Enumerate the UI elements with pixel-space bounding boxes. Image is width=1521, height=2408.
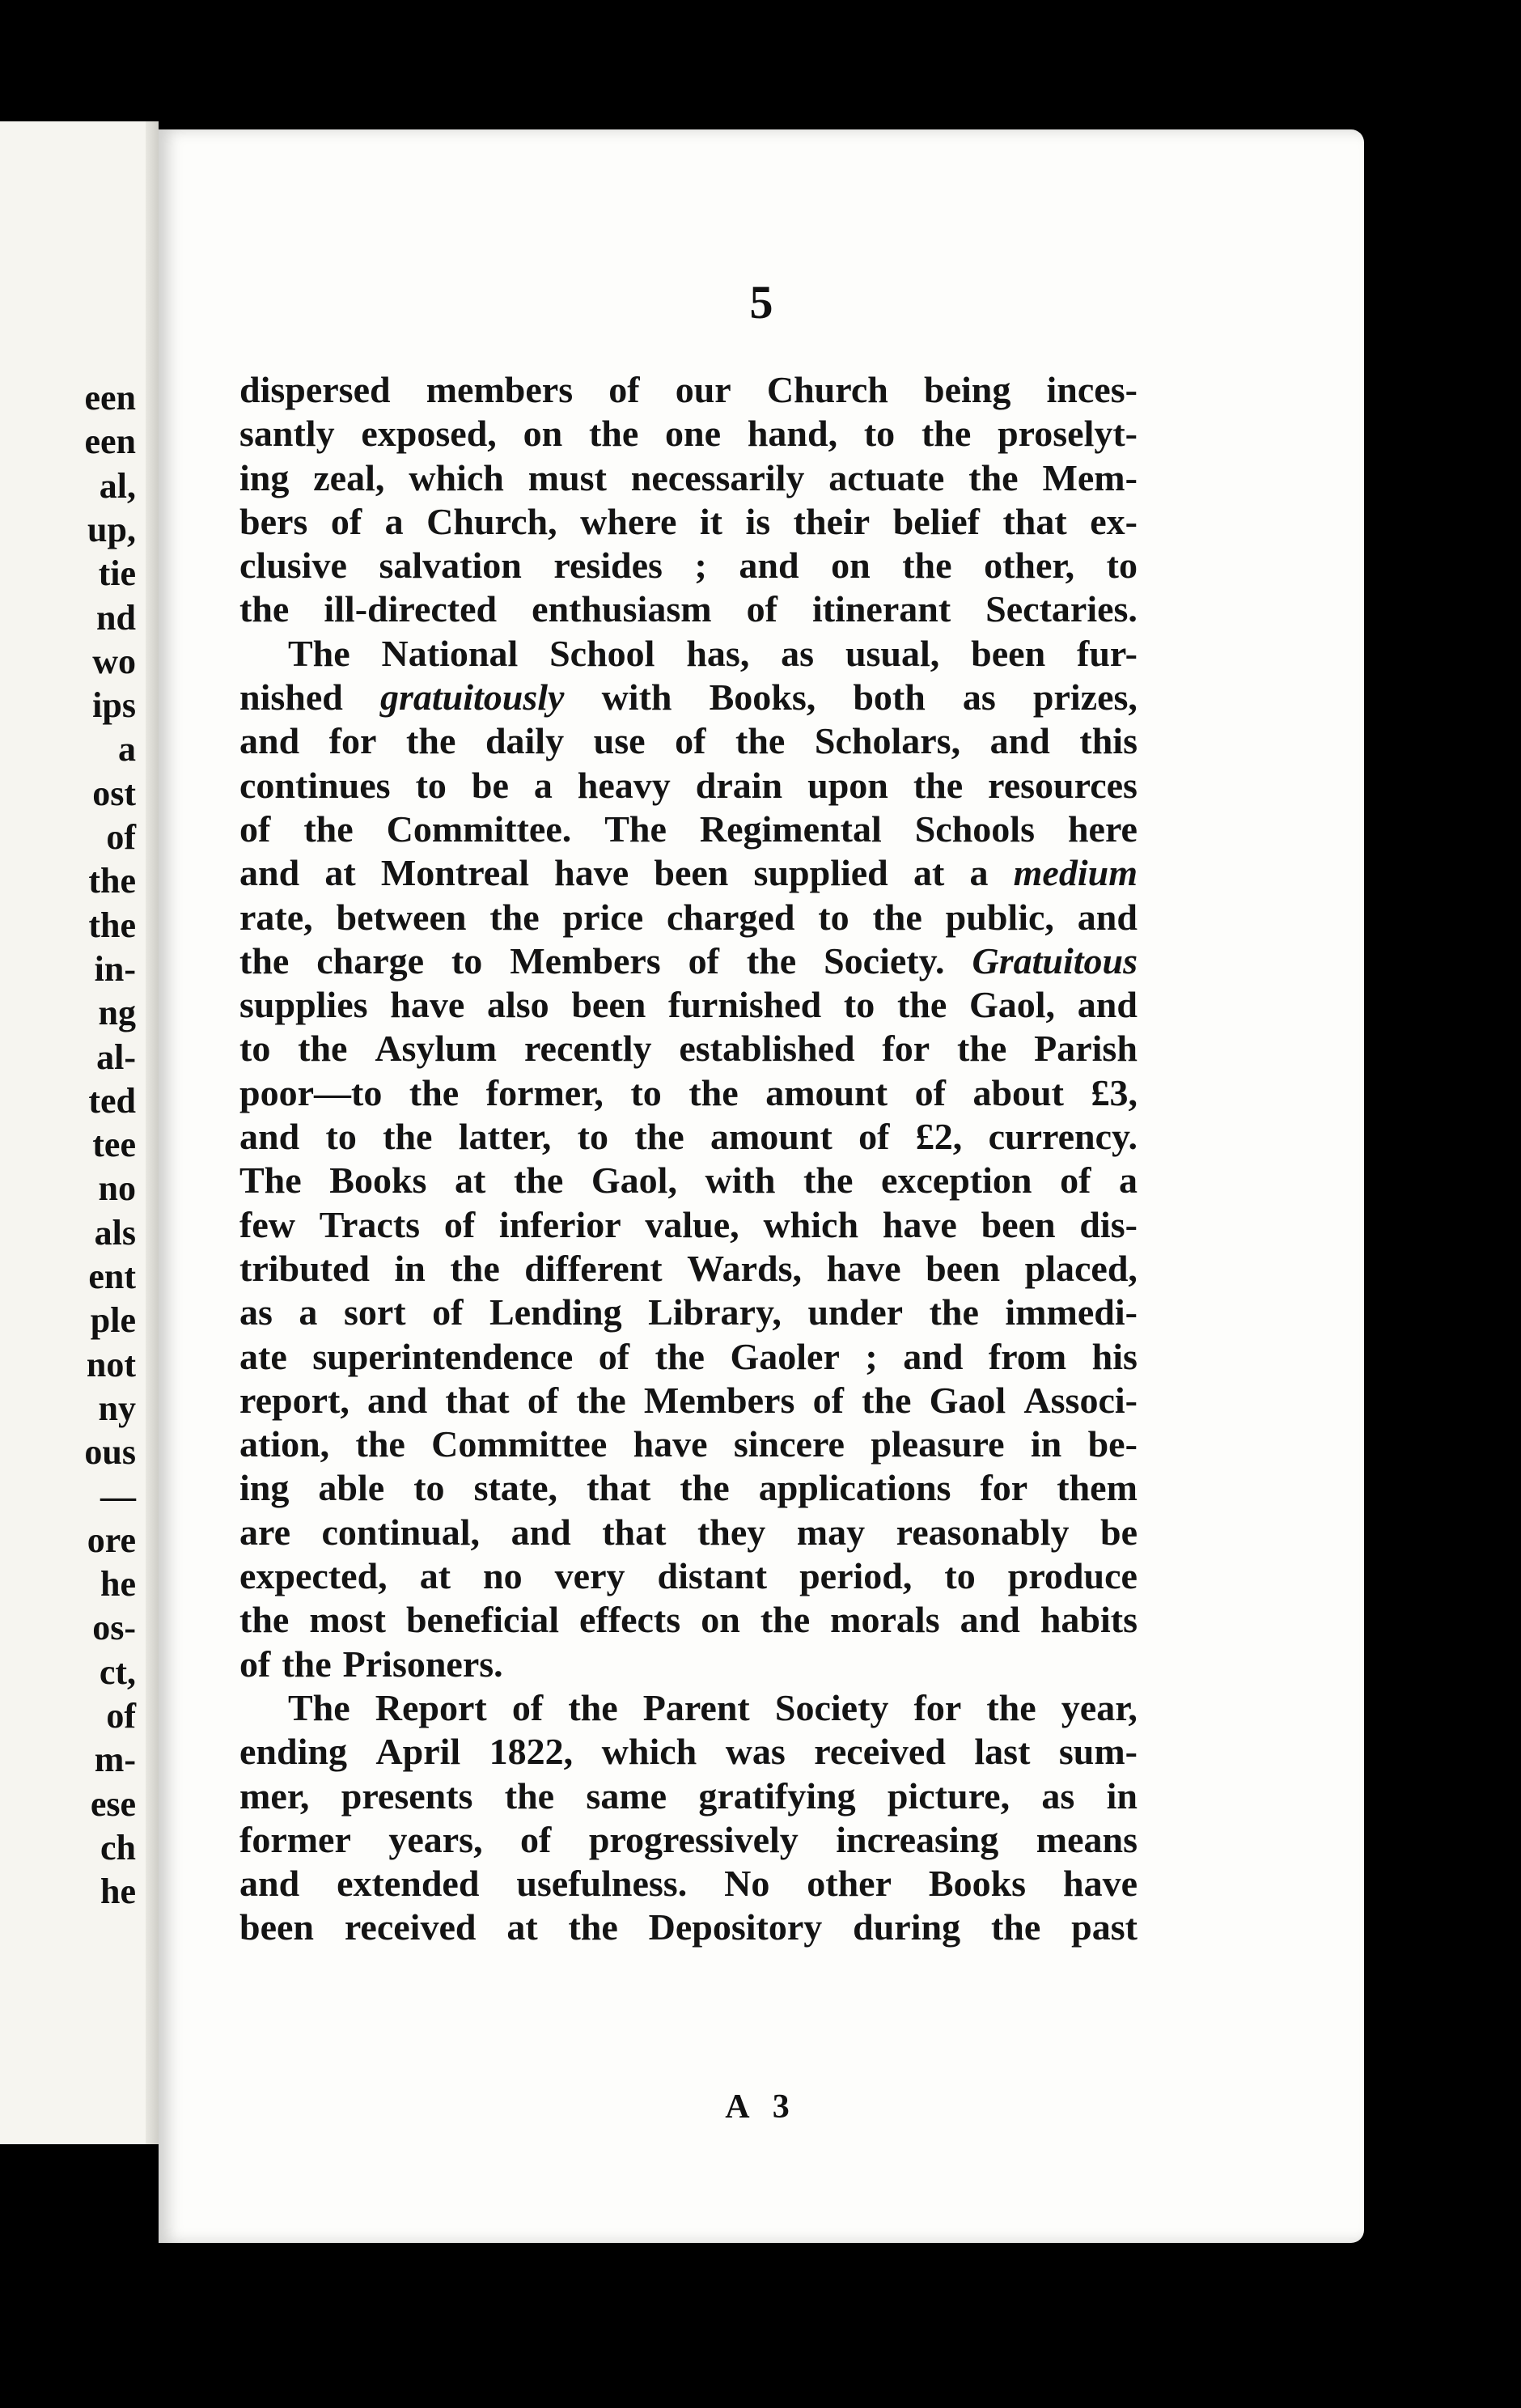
facing-page-line: m-	[94, 1740, 136, 1780]
facing-page-line: een	[84, 422, 136, 462]
facing-page-line: nd	[96, 597, 136, 638]
facing-page-line: in-	[94, 948, 136, 989]
facing-page-line: of	[106, 1696, 136, 1736]
page-gutter	[146, 121, 159, 2144]
facing-page-line: tie	[98, 553, 136, 594]
text-line: clusive salvation resides ; and on the other, to	[239, 545, 1138, 587]
facing-page-line: ips	[92, 685, 136, 726]
text-line: and extended usefulness. No other Books have	[239, 1863, 1138, 1905]
facing-page-line: ple	[90, 1300, 136, 1341]
text-line: been received at the Depository during the past	[239, 1906, 1138, 1948]
facing-page-line: a	[118, 729, 136, 769]
text-line: rate, between the price charged to the public, and	[239, 896, 1138, 938]
text-line: few Tracts of inferior value, which have been dis-	[239, 1203, 1138, 1245]
text-line: to the Asylum recently established for the Parish	[239, 1028, 1138, 1070]
text-line: the most beneficial effects on the morals and habits	[239, 1599, 1138, 1641]
facing-page-line: the	[88, 861, 136, 901]
facing-page-line: ese	[90, 1783, 136, 1824]
facing-page-line: up,	[87, 509, 136, 549]
facing-page-line: of	[106, 817, 136, 857]
book-page	[159, 129, 1364, 2243]
facing-page-line: he	[100, 1872, 136, 1912]
page-number: 5	[749, 276, 773, 329]
facing-page-line: ore	[87, 1520, 136, 1560]
facing-page-line: ny	[98, 1388, 136, 1428]
facing-page-line: ng	[98, 993, 136, 1033]
text-line: of the Prisoners.	[239, 1643, 503, 1685]
facing-page-line: os-	[92, 1608, 136, 1648]
text-line: and to the latter, to the amount of £2, currency.	[239, 1116, 1138, 1158]
text-line: the ill-directed enthusiasm of itinerant Sectaries.	[239, 588, 1138, 630]
text-line: of the Committee. The Regimental Schools here	[239, 808, 1138, 850]
facing-page-line: ous	[84, 1432, 136, 1473]
facing-page-line: ct,	[99, 1651, 136, 1692]
facing-page-line: ted	[88, 1080, 136, 1121]
facing-page-line: not	[86, 1344, 136, 1384]
text-line: ation, the Committee have sincere pleasure in be-	[239, 1423, 1138, 1465]
facing-page-line: no	[98, 1168, 136, 1209]
text-line: The National School has, as usual, been fur-	[288, 632, 1138, 674]
text-line: ate superintendence of the Gaoler ; and from his	[239, 1335, 1138, 1377]
text-line: are continual, and that they may reasonably be	[239, 1511, 1138, 1553]
text-line: ing zeal, which must necessarily actuate the Mem-	[239, 456, 1138, 498]
signature-mark: A 3	[725, 2088, 798, 2126]
text-line: continues to be a heavy drain upon the resources	[239, 764, 1138, 806]
text-line: and at Montreal have been supplied at a medium	[239, 852, 1138, 894]
facing-page-line: al-	[96, 1037, 136, 1077]
text-line: supplies have also been furnished to the Gaol, and	[239, 984, 1138, 1026]
text-line: The Report of the Parent Society for the year,	[288, 1686, 1138, 1728]
text-line: report, and that of the Members of the Gaol Associ-	[239, 1379, 1138, 1421]
text-line: mer, presents the same gratifying picture, as in	[239, 1774, 1138, 1817]
text-line: dispersed members of our Church being inces-	[239, 369, 1138, 410]
page-body	[239, 368, 1138, 1950]
text-line: poor—to the former, to the amount of about £3,	[239, 1071, 1138, 1113]
text-line: santly exposed, on the one hand, to the proselyt-	[239, 413, 1138, 455]
facing-page-line: tee	[92, 1125, 136, 1165]
text-line: and for the daily use of the Scholars, and this	[239, 720, 1138, 762]
text-line: the charge to Members of the Society. Gratuitous	[239, 939, 1138, 981]
text-line: tributed in the different Wards, have been placed,	[239, 1247, 1138, 1289]
text-line: bers of a Church, where it is their belief that ex-	[239, 500, 1138, 542]
text-line: ing able to state, that the applications for them	[239, 1467, 1138, 1509]
facing-page-line: ch	[100, 1827, 136, 1867]
facing-page-line: the	[88, 905, 136, 945]
facing-page-line: ost	[92, 773, 136, 813]
facing-page-line: —	[100, 1476, 136, 1516]
text-line: nished gratuitously with Books, both as prizes,	[239, 676, 1138, 719]
facing-page-line: ent	[88, 1257, 136, 1296]
facing-page-line: een	[84, 378, 136, 418]
facing-page-fragment	[0, 121, 159, 2144]
text-line: as a sort of Lending Library, under the immedi-	[239, 1291, 1138, 1333]
facing-page-line: al,	[99, 465, 136, 506]
text-line: expected, at no very distant period, to produce	[239, 1555, 1138, 1597]
facing-page-line: wo	[92, 641, 136, 681]
facing-page-line: he	[100, 1564, 136, 1605]
text-line: The Books at the Gaol, with the exception of a	[239, 1159, 1138, 1202]
facing-page-line: als	[94, 1212, 136, 1253]
text-line: former years, of progressively increasing means	[239, 1818, 1138, 1860]
text-line: ending April 1822, which was received last sum-	[239, 1731, 1138, 1773]
